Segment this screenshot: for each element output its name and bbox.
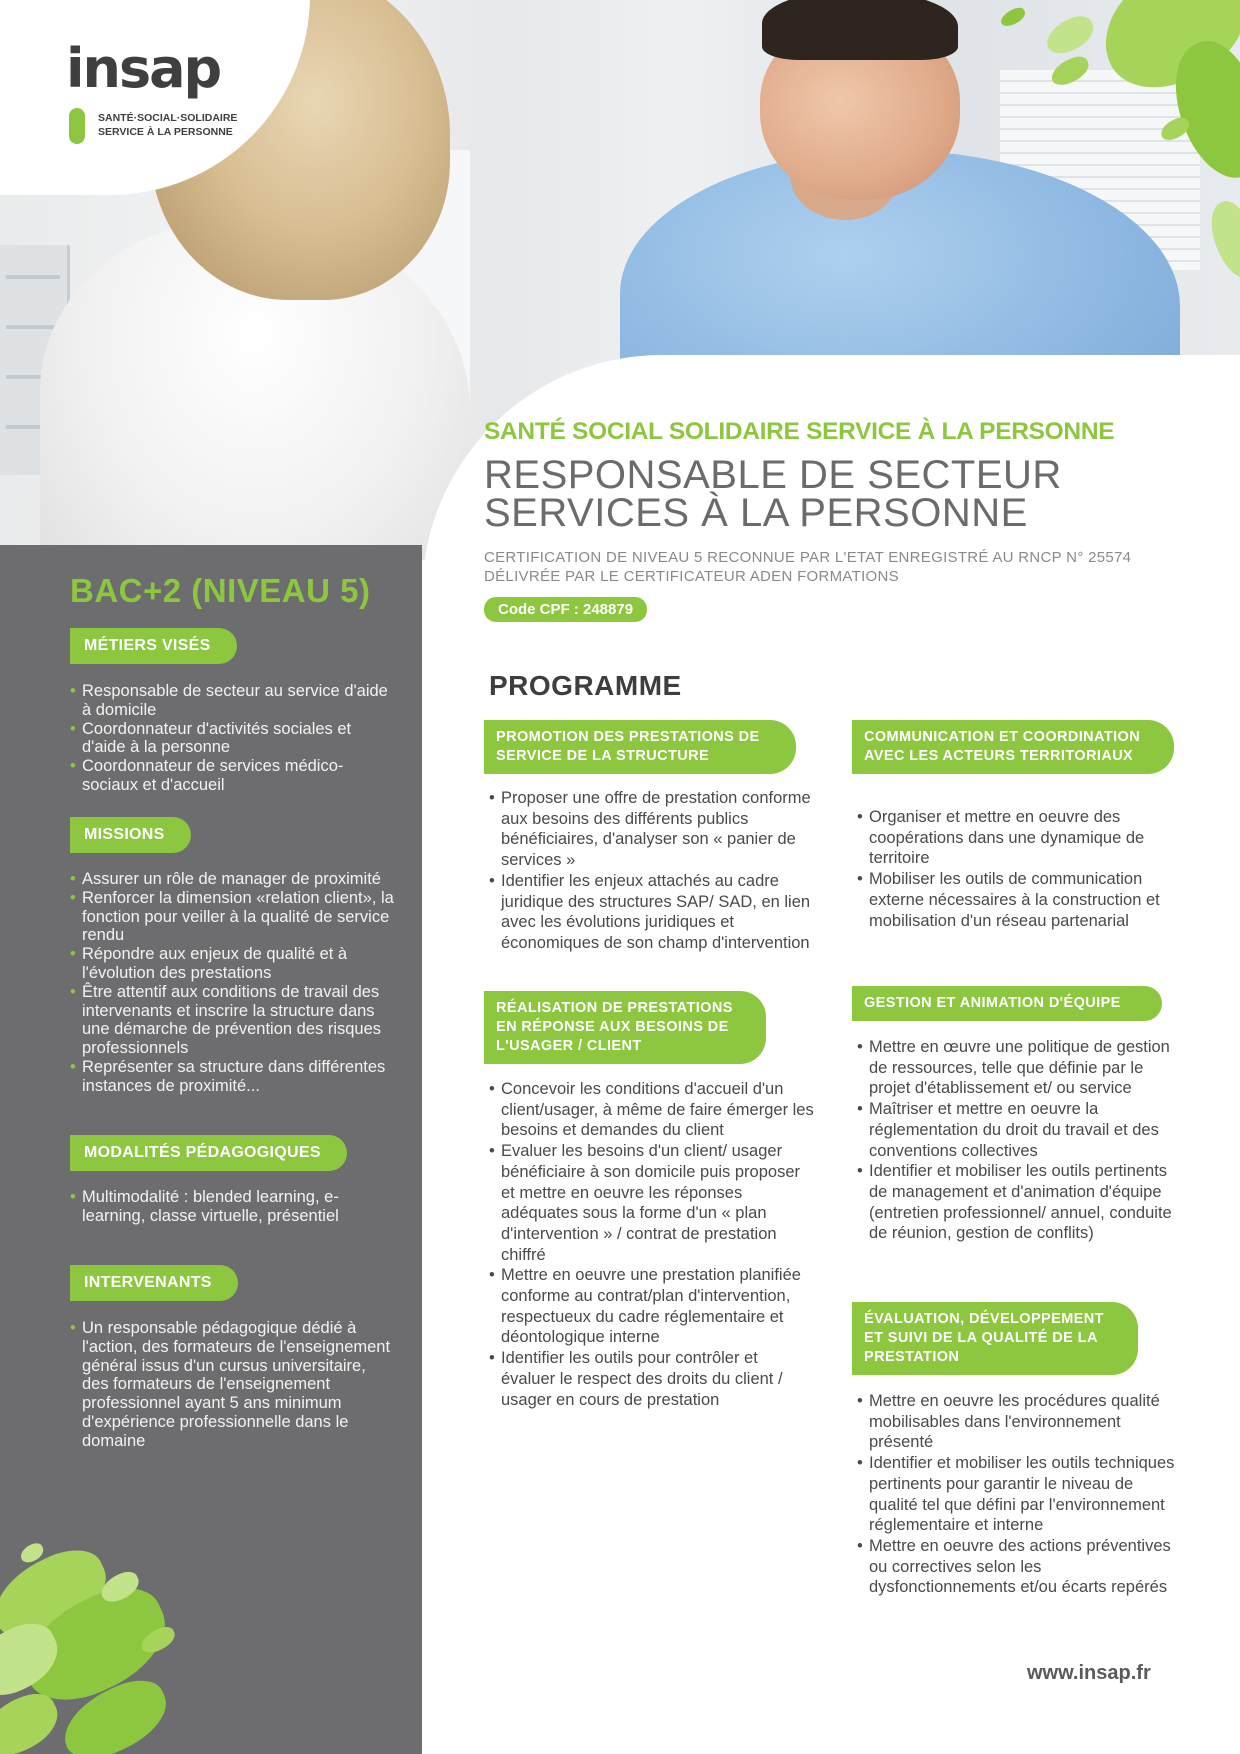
list-item: • Multimodalité : blended learning, e-learning, classe virtuelle, présentiel	[70, 1188, 400, 1226]
missions-list	[70, 870, 405, 1096]
logo-wordmark: insap	[66, 37, 221, 100]
list-item: • Mettre en oeuvre une prestation planifiée conforme au contrat/plan d'intervention, respectueux du cadre réglementaire et déontologique interne	[489, 1265, 814, 1348]
list-item: • Proposer une offre de prestation conforme aux besoins des différents publics bénéficiaires, d'analyser son « panier de services »	[489, 788, 814, 871]
list-item: • Un responsable pédagogique dédié à l'action, des formateurs de l'enseignement général issus d'un cursus universitaire, des formateurs de l'enseignement professionnel ayant 5 ans minimum d'expérience professionnelle dans le domaine	[70, 1319, 395, 1451]
section-title-missions: MISSIONS	[70, 817, 191, 853]
sector-heading: SANTÉ SOCIAL SOLIDAIRE SERVICE À LA PERSONNE	[484, 418, 1115, 445]
programme-block-title: GESTION ET ANIMATION D'ÉQUIPE	[852, 986, 1162, 1021]
list-item: • Représenter sa structure dans différentes instances de proximité...	[70, 1058, 405, 1096]
modalites-list	[70, 1188, 400, 1226]
metiers-list	[70, 682, 390, 795]
list-item: • Responsable de secteur au service d'aide à domicile	[70, 682, 390, 720]
section-title-metiers: MÉTIERS VISÉS	[70, 628, 237, 664]
list-item: • Evaluer les besoins d'un client/ usager bénéficiaire à son domicile puis proposer et mettre en oeuvre les réponses adéquates sous la forme d'un « plan d'intervention » / contrat de prestation chiffré	[489, 1141, 814, 1265]
list-item: • Maîtriser et mettre en oeuvre la réglementation du droit du travail et des conventions collectives	[857, 1099, 1182, 1161]
list-item: • Répondre aux enjeux de qualité et à l'évolution des prestations	[70, 945, 405, 983]
section-title-modalites: MODALITÉS PÉDAGOGIQUES	[70, 1135, 347, 1171]
man-hair	[762, 0, 958, 60]
list-item: • Assurer un rôle de manager de proximité	[70, 870, 405, 889]
logo-pill-icon	[69, 108, 85, 144]
programme-block-title: RÉALISATION DE PRESTATIONS EN RÉPONSE AUX BESOINS DE L'USAGER / CLIENT	[484, 991, 766, 1064]
list-item: • Mettre en oeuvre des actions préventives ou correctives selon les dysfonctionnements et/ou écarts repérés	[857, 1536, 1182, 1598]
page-title-line-1: RESPONSABLE DE SECTEUR	[484, 453, 1062, 497]
page-title	[484, 453, 1062, 535]
programme-heading: PROGRAMME	[489, 670, 682, 701]
logo-tagline-2: SERVICE À LA PERSONNE	[98, 126, 233, 138]
insap-logo	[66, 37, 238, 138]
programme-block-list	[857, 1037, 1182, 1244]
list-item: • Mobiliser les outils de communication externe nécessaires à la construction et mobilisation d'un réseau partenarial	[857, 869, 1182, 931]
list-item: • Identifier les enjeux attachés au cadre juridique des structures SAP/ SAD, en lien avec les évolutions juridiques et économiques de son champ d'intervention	[489, 871, 814, 954]
programme-block-title: PROMOTION DES PRESTATIONS DE SERVICE DE LA STRUCTURE	[484, 720, 796, 774]
list-item: • Identifier et mobiliser les outils techniques pertinents pour garantir le niveau de qualité tel que défini par l'environnement réglementaire et interne	[857, 1453, 1182, 1536]
logo-tagline-1: SANTÉ·SOCIAL·SOLIDAIRE	[98, 112, 238, 124]
list-item: • Mettre en œuvre une politique de gestion de ressources, telle que définie par le projet d'établissement et/ ou service	[857, 1037, 1182, 1099]
list-item: • Coordonnateur de services médico-sociaux et d'accueil	[70, 757, 390, 795]
website-link[interactable]: www.insap.fr	[1027, 1662, 1151, 1684]
list-item: • Identifier les outils pour contrôler et évaluer le respect des droits du client / usager en cours de prestation	[489, 1348, 814, 1410]
list-item: • Identifier et mobiliser les outils pertinents de management et d'animation d'équipe (entretien professionnel/ annuel, conduite de réunion, gestion de conflits)	[857, 1161, 1182, 1244]
programme-block-list	[489, 788, 814, 954]
list-item: • Être attentif aux conditions de travail des intervenants et inscrire la structure dans une démarche de prévention des risques professionnels	[70, 983, 405, 1058]
programme-block-title: COMMUNICATION ET COORDINATION AVEC LES ACTEURS TERRITORIAUX	[852, 720, 1174, 774]
diploma-level: BAC+2 (NIVEAU 5)	[70, 572, 371, 609]
list-item: • Renforcer la dimension «relation client», la fonction pour veiller à la qualité de service rendu	[70, 889, 405, 945]
programme-block-list	[857, 807, 1182, 931]
cpf-code-badge: Code CPF : 248879	[484, 597, 647, 622]
list-item: • Concevoir les conditions d'accueil d'un client/usager, à même de faire émerger les besoins et demandes du client	[489, 1079, 814, 1141]
list-item: • Organiser et mettre en oeuvre des coopérations dans une dynamique de territoire	[857, 807, 1182, 869]
intervenants-list	[70, 1319, 395, 1451]
list-item: • Coordonnateur d'activités sociales et d'aide à la personne	[70, 720, 390, 758]
section-title-intervenants: INTERVENANTS	[70, 1265, 238, 1301]
certification-text: CERTIFICATION DE NIVEAU 5 RECONNUE PAR L'ETAT ENREGISTRÉ AU RNCP N° 25574 DÉLIVRÉE PAR LE CERTIFICATEUR ADEN FORMATIONS	[484, 549, 1132, 585]
programme-block-list	[857, 1391, 1182, 1598]
list-item: • Mettre en oeuvre les procédures qualité mobilisables dans l'environnement présenté	[857, 1391, 1182, 1453]
programme-block-list	[489, 1079, 814, 1410]
page-title-line-2: SERVICES À LA PERSONNE	[484, 491, 1028, 535]
programme-block-title: ÉVALUATION, DÉVELOPPEMENT ET SUIVI DE LA QUALITÉ DE LA PRESTATION	[852, 1302, 1138, 1375]
